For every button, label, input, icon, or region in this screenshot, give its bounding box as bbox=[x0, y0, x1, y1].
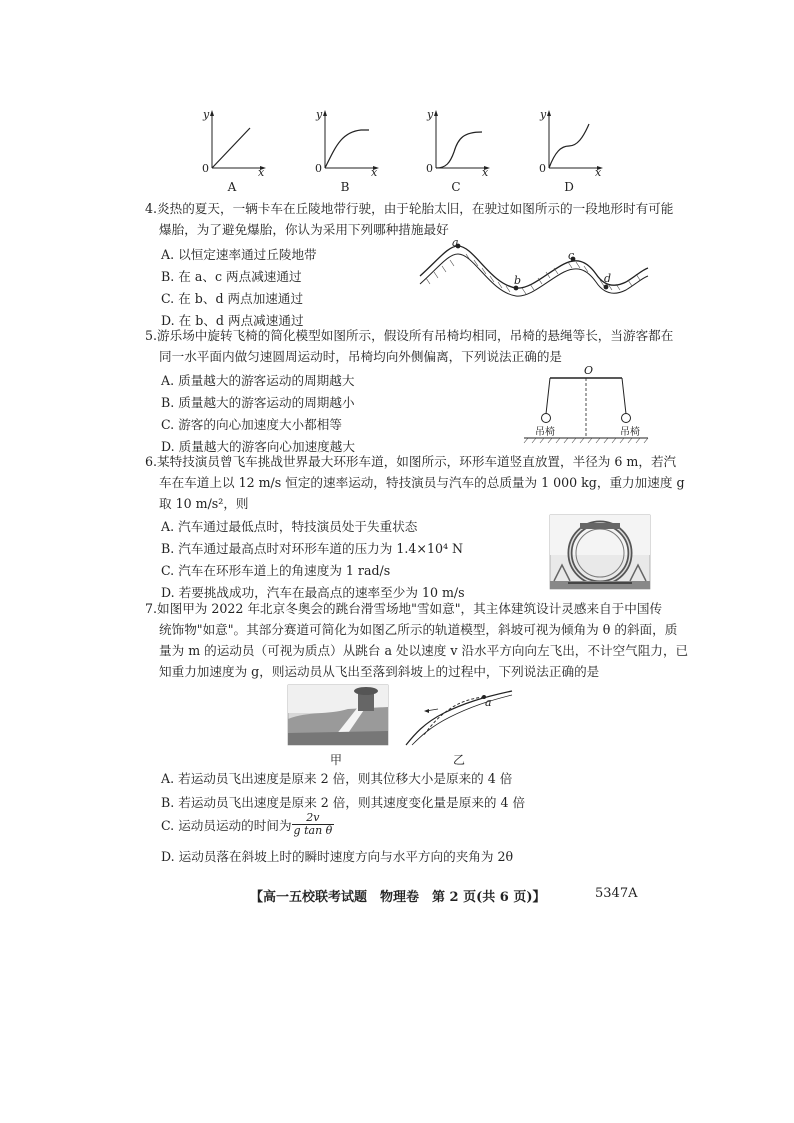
q5-fig-center-label: O bbox=[584, 364, 594, 377]
graph-c-origin: 0 bbox=[426, 162, 433, 175]
graph-b-x-label: x bbox=[371, 166, 378, 179]
q7-option-c-numerator: 2v bbox=[292, 812, 335, 825]
q7-stem-line2: 统饰物"如意"。其部分赛道可简化为如图乙所示的轨道模型，斜坡可视为倾角为 θ 的斜面，质 bbox=[159, 622, 678, 637]
q7-option-c-fraction bbox=[292, 812, 335, 837]
q4-stem-line2: 爆胎，为了避免爆胎，你认为采用下列哪种措施最好 bbox=[159, 222, 449, 237]
q7-stem-line3: 量为 m 的运动员（可视为质点）从跳台 a 处以速度 v 沿水平方向向左飞出，不计空气阻力，已 bbox=[159, 643, 689, 658]
q5-option-c[interactable]: C. 游客的向心加速度大小都相等 bbox=[161, 417, 342, 432]
q6-loop-photo bbox=[550, 515, 650, 589]
q5-option-b[interactable]: B. 质量越大的游客运动的周期越小 bbox=[161, 395, 355, 410]
graph-d-x-label: x bbox=[595, 166, 602, 179]
q4-option-a[interactable]: A. 以恒定速率通过丘陵地带 bbox=[161, 247, 317, 262]
q5-option-d[interactable]: D. 质量越大的游客向心加速度越大 bbox=[161, 439, 355, 454]
q7-option-d[interactable]: D. 运动员落在斜坡上时的瞬时速度方向与水平方向的夹角为 2θ bbox=[161, 849, 514, 864]
q7-option-c-denominator: g tan θ bbox=[293, 824, 333, 837]
q7-photo-jia bbox=[288, 685, 388, 745]
q7-option-c[interactable] bbox=[161, 812, 334, 837]
q6-option-a[interactable]: A. 汽车通过最低点时，特技演员处于失重状态 bbox=[161, 519, 418, 534]
q7-option-c-prefix: C. 运动员运动的时间为 bbox=[161, 818, 292, 833]
graph-label-b: B bbox=[340, 180, 350, 194]
graph-label-a: A bbox=[227, 180, 237, 194]
q4-fig-label-b: b bbox=[514, 274, 522, 287]
graph-label-d: D bbox=[564, 180, 574, 194]
q6-stem-line3: 取 10 m/s²，则 bbox=[159, 496, 249, 511]
graph-c-y-label: y bbox=[427, 108, 434, 121]
q7-option-b[interactable]: B. 若运动员飞出速度是原来 2 倍，则其速度变化量是原来的 4 倍 bbox=[161, 795, 526, 810]
q7-stem-line4: 知重力加速度为 g，则运动员从飞出至落到斜坡上的过程中，下列说法正确的是 bbox=[159, 664, 600, 679]
q7-fig-label-jia: 甲 bbox=[330, 753, 343, 767]
q4-fig-label-a: a bbox=[452, 236, 459, 249]
q6-stem-line1: 6.某特技演员曾飞车挑战世界最大环形车道，如图所示，环形车道竖直放置，半径为 6 m，若汽 bbox=[145, 454, 677, 469]
q6-stem-line2: 车在车道上以 12 m/s 恒定的速率运动，特技演员与汽车的总质量为 1 000 kg，重力加速度 g bbox=[159, 475, 685, 490]
graph-b-y-label: y bbox=[316, 108, 323, 121]
graph-d-y-label: y bbox=[540, 108, 547, 121]
q7-track-figure-yi bbox=[404, 687, 514, 747]
q7-fig-point-a: a bbox=[485, 696, 492, 709]
graph-b-origin: 0 bbox=[315, 162, 322, 175]
graph-label-c: C bbox=[451, 180, 461, 194]
q7-fig-label-yi: 乙 bbox=[453, 753, 466, 767]
page-footer-title: 【高一五校联考试题 物理卷 第 2 页(共 6 页)】 bbox=[250, 890, 546, 905]
q6-option-c[interactable]: C. 汽车在环形车道上的角速度为 1 rad/s bbox=[161, 563, 391, 578]
q7-stem-line1: 7.如图甲为 2022 年北京冬奥会的跳台滑雪场地"雪如意"，其主体建筑设计灵感来自于中国传 bbox=[145, 601, 663, 616]
q4-terrain-figure bbox=[418, 240, 650, 300]
graph-c-x-label: x bbox=[482, 166, 489, 179]
q5-stem-line1: 5.游乐场中旋转飞椅的简化模型如图所示，假设所有吊椅均相同，吊椅的悬绳等长，当游客都在 bbox=[145, 328, 674, 343]
graph-a-origin: 0 bbox=[202, 162, 209, 175]
q4-option-c[interactable]: C. 在 b、d 两点加速通过 bbox=[161, 291, 304, 306]
q5-fig-right-label: 吊椅 bbox=[620, 427, 640, 438]
q4-option-b[interactable]: B. 在 a、c 两点减速通过 bbox=[161, 269, 302, 284]
graph-d-origin: 0 bbox=[539, 162, 546, 175]
q5-fig-left-label: 吊椅 bbox=[535, 427, 555, 438]
q4-fig-label-d: d bbox=[604, 272, 612, 285]
q4-fig-label-c: c bbox=[568, 249, 575, 262]
q4-stem-line1: 4.炎热的夏天，一辆卡车在丘陵地带行驶，由于轮胎太旧，在驶过如图所示的一段地形时有可能 bbox=[145, 201, 674, 216]
q6-option-d[interactable]: D. 若要挑战成功，汽车在最高点的速率至少为 10 m/s bbox=[161, 585, 465, 600]
graph-a-y-label: y bbox=[203, 108, 210, 121]
page-footer-code: 5347A bbox=[595, 886, 638, 901]
q5-stem-line2: 同一水平面内做匀速圆周运动时，吊椅均向外侧偏离，下列说法正确的是 bbox=[159, 349, 562, 364]
q5-option-a[interactable]: A. 质量越大的游客运动的周期越大 bbox=[161, 373, 355, 388]
q4-option-d[interactable]: D. 在 b、d 两点减速通过 bbox=[161, 313, 304, 328]
q6-option-b[interactable]: B. 汽车通过最高点时对环形车道的压力为 1.4×10⁴ N bbox=[161, 541, 464, 556]
graph-a-x-label: x bbox=[258, 166, 265, 179]
q7-option-a[interactable]: A. 若运动员飞出速度是原来 2 倍，则其位移大小是原来的 4 倍 bbox=[161, 771, 513, 786]
